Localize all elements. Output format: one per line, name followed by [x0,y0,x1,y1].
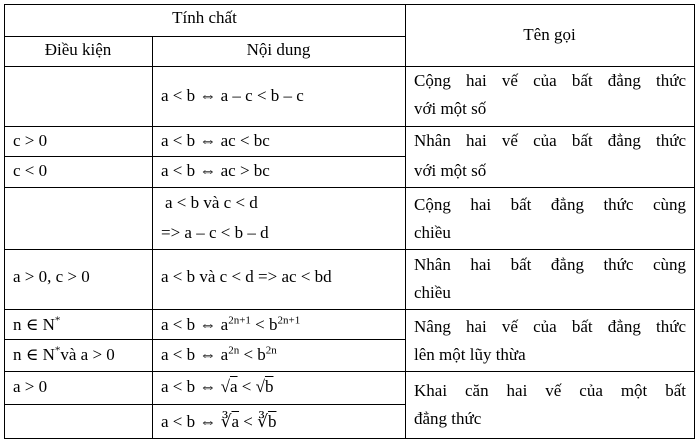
exponent: 2n+1 [277,314,301,327]
name-cell: Nhân hai bất đẳng thức cùng [414,255,686,274]
square-root-sign: √ [220,377,230,396]
condition-text: n ∈ N [13,345,55,364]
name-cell: Cộng hai bất đẳng thức cùng [414,195,686,214]
radicand: b [264,377,274,396]
condition-cell: a > 0 [13,377,48,396]
exponent: 2n [265,344,277,357]
name-cell: chiều [414,283,451,302]
content-text: < [237,377,256,396]
content-text: < b [239,345,266,364]
name-cell: Cộng hai vế của bất đẳng thức [414,71,686,90]
header-group: Tính chất [172,8,237,27]
name-cell: với một số [414,99,487,118]
condition-cell [13,342,115,368]
content-text: a < b ⇔ [161,377,221,396]
name-cell: Nâng hai vế của bất đẳng thức [414,317,686,336]
condition-cell: a > 0, c > 0 [13,267,90,286]
content-cell [161,342,277,368]
exponent: 2n+1 [228,314,251,327]
radicand: $\overline{a}$ [231,412,240,431]
condition-text: n ∈ N [13,315,55,334]
content-cell: a < b ⇔ a – c < b – c [161,86,304,105]
name-cell: với một số [414,161,487,180]
content-cell: => a – c < b – d [161,223,269,242]
name-cell: Nhân hai vế của bất đẳng thức [414,131,686,150]
radicand: a [229,377,238,396]
content-cell: a < b và c < d => ac < bd [161,267,332,286]
exponent: 2n [228,344,240,357]
content-text: a < b ⇔ [161,412,221,431]
content-cell: a < b và c < d [165,193,258,212]
superscript: * [54,314,61,327]
content-cell: a < b ⇔ ac < bc [161,131,270,150]
superscript: * [54,344,61,357]
name-cell: đẳng thức [414,409,482,428]
content-cell: a < b ⇔ ac > bc [161,161,270,180]
name-cell: chiều [414,223,451,242]
content-text: < [239,412,258,431]
cube-root-sign: ∛ [220,412,232,431]
header-condition: Điều kiện [44,40,112,59]
condition-cell: c < 0 [13,161,48,180]
radicand: $\overline{b}$ [267,412,277,431]
content-cell [161,312,300,338]
content-text: a < b ⇔ a [161,345,229,364]
cube-root-sign: ∛ [257,412,268,431]
content-cell [161,409,276,435]
header-content: Nội dung [246,40,311,59]
name-cell: lên một lũy thừa [414,345,526,364]
condition-cell: c > 0 [13,131,48,150]
condition-cell [13,312,60,338]
name-cell: Khai căn hai vế của một bất [414,381,686,400]
condition-text: và a > 0 [60,345,115,364]
content-cell [161,374,273,400]
content-text: < b [250,315,278,334]
content-text: a < b ⇔ a [161,315,229,334]
square-root-sign: √ [255,377,265,396]
header-name: Tên gọi [523,25,576,44]
